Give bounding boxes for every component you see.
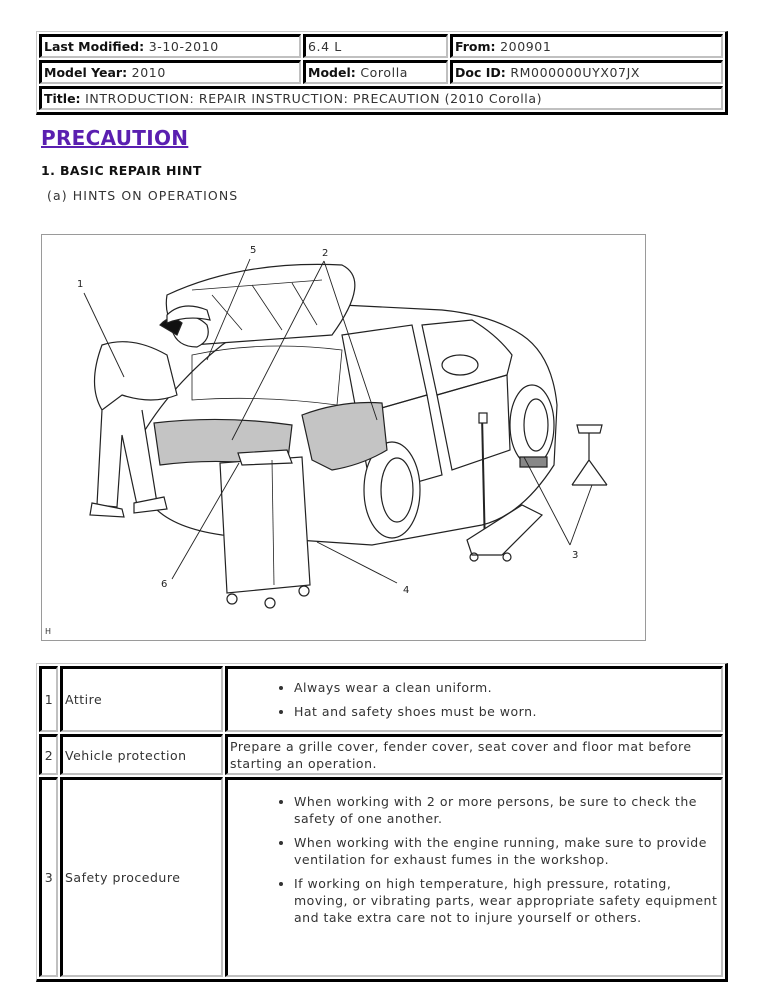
page-title[interactable]: PRECAUTION [41, 126, 189, 150]
from-value: 200901 [500, 39, 552, 54]
model-year-cell [39, 60, 301, 84]
last-modified-value: 3-10-2010 [148, 39, 219, 54]
table-row [39, 777, 723, 977]
model-year-label: Model Year: [44, 65, 128, 80]
doc-id-value: RM000000UYX07JX [510, 65, 641, 80]
title-value: INTRODUCTION: REPAIR INSTRUCTION: PRECAUTION (2010 Corolla) [85, 91, 543, 106]
bullet-item: • When working with the engine running, make sure to provide ventilation for exhaust fumes in the workshop. [294, 834, 719, 868]
row-label: Safety procedure [60, 777, 223, 977]
engine-cell [303, 34, 448, 58]
bullet-item: • Always wear a clean uniform. [294, 679, 719, 696]
section-heading: 1. BASIC REPAIR HINT [41, 163, 202, 178]
figure-id: H [45, 627, 52, 636]
row-description [225, 777, 723, 977]
row-label: Attire [60, 666, 223, 732]
bullet-item: • Hat and safety shoes must be worn. [294, 703, 719, 720]
document-header-table [36, 31, 728, 115]
from-cell [450, 34, 723, 58]
callout-3: 3 [572, 550, 579, 561]
car-workshop-drawing [42, 235, 647, 642]
row-description [225, 666, 723, 732]
model-value: Corolla [360, 65, 409, 80]
bullet-item: • If working on high temperature, high pressure, rotating, moving, or vibrating parts, wear appropriate safety equipment and take extra care not to injure yourself or others. [294, 875, 719, 926]
callout-6: 6 [161, 579, 168, 590]
repair-illustration [41, 234, 646, 641]
callout-1: 1 [77, 279, 84, 290]
row-number: 2 [39, 734, 58, 775]
row-number: 3 [39, 777, 58, 977]
model-label: Model: [308, 65, 356, 80]
from-label: From: [455, 39, 496, 54]
table-row [39, 666, 723, 732]
section-subheading: (a) HINTS ON OPERATIONS [47, 188, 239, 203]
operations-table [36, 663, 728, 982]
model-year-value: 2010 [131, 65, 166, 80]
engine-value: 6.4 L [308, 39, 342, 54]
title-label: Title: [44, 91, 81, 106]
last-modified-cell [39, 34, 301, 58]
bullet-list [230, 793, 719, 926]
table-row [39, 734, 723, 775]
doc-id-label: Doc ID: [455, 65, 506, 80]
bullet-list [230, 679, 719, 720]
last-modified-label: Last Modified: [44, 39, 145, 54]
callout-4: 4 [403, 585, 410, 596]
row-label: Vehicle protection [60, 734, 223, 775]
bullet-item: • When working with 2 or more persons, be sure to check the safety of one another. [294, 793, 719, 827]
doc-id-cell [450, 60, 723, 84]
row-number: 1 [39, 666, 58, 732]
row-description: Prepare a grille cover, fender cover, seat cover and floor mat before starting an operation. [225, 734, 723, 775]
callout-5: 5 [250, 245, 257, 256]
model-cell [303, 60, 448, 84]
callout-2: 2 [322, 248, 329, 259]
title-cell [39, 86, 723, 110]
